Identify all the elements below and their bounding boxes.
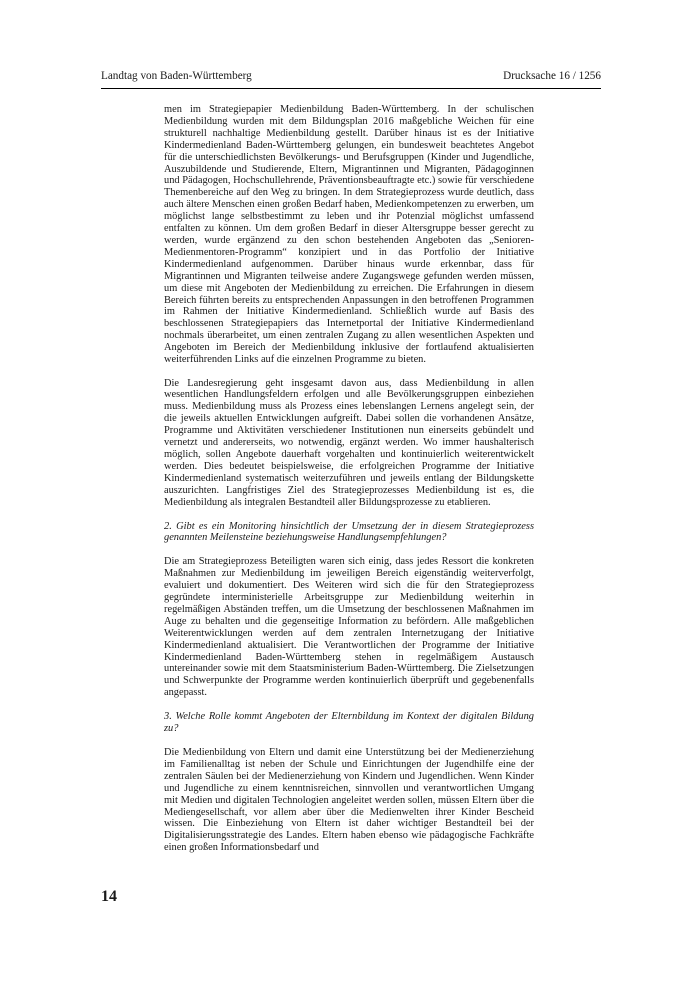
paragraph-government-view: Die Landesregierung geht insgesamt davon aus, dass Medienbildung in allen wesentlichen Handlungsfeldern erfolgen und alle Bevölkerungsgruppen einbeziehen muss. Medienbildung muss als Prozess eines lebenslangen Lernens angelegt sein, der die jeweils aktuellen Entwicklungen aufgreift. Dabei sollen die vorhandenen Ansätze, Programme und Aktivitäten verschiedener Institutionen nun einerseits gebündelt und vernetzt und andererseits, wo notwendig, ergänzt werden. Wo immer haushalterisch möglich, sollen Angebote dauerhaft vorgehalten und kontinuierlich weiterentwickelt werden. Dies bedeutet beispielsweise, die erfolgreichen Programme der Initiative Kindermedienland systematisch weiterzuführen und jeweils entlang der Bildungskette auszurichten. Langfristiges Ziel des Strategieprozesses Medienbildung ist es, die Medienbildung als integralen Bestandteil aller Bildungsprozesse zu etablieren. xyxy=(164,377,534,508)
body-text xyxy=(164,104,534,854)
paragraph-parent-education-answer: Die Medienbildung von Eltern und damit eine Unterstützung bei der Medienerziehung im Familienalltag ist neben der Schule und Einrichtungen der Jugendhilfe eine der zentralen Säulen bei der Medienerziehung von Kindern und Jugendlichen. Wenn Kinder und Jugendliche zu einem kenntnisreichen, sinnvollen und verantwortlichen Umgang mit Medien und digitalen Technologien angeleitet werden sollen, müssen Eltern über die Mediengesellschaft, vor allem aber über die Medienwelten ihrer Kinder Bescheid wissen. Die Einbeziehung von Eltern ist daher wichtiger Bestandteil bei der Digitalisierungsstrategie des Landes. Eltern haben ebenso wie pädagogische Fachkräfte einen großen Informationsbedarf und xyxy=(164,747,534,854)
page-header xyxy=(101,68,601,84)
question-2-heading: 2. Gibt es ein Monitoring hinsichtlich der Umsetzung der in diesem Strategieprozess genannten Meilensteine beziehungsweise Handlungsempfehlungen? xyxy=(164,520,534,544)
question-3-heading: 3. Welche Rolle kommt Angeboten der Elternbildung im Kontext der digitalen Bildung zu? xyxy=(164,711,534,735)
header-document-number: Drucksache 16 / 1256 xyxy=(503,70,601,82)
paragraph-strategy-results: men im Strategiepapier Medienbildung Baden-Württemberg. In der schulischen Medienbildung wurden mit dem Bildungsplan 2016 maßgebliche Weichen für eine strukturell nachhaltige Medienbildung gestellt. Darüber hinaus ist es der Initiative Kindermedienland Baden-Württemberg gelungen, ein bundesweit beachtetes Angebot für die unterschiedlichsten Bevölkerungs- und Berufsgruppen (Kinder und Jugendliche, Auszubildende und Studierende, Eltern, Migrantinnen und Migranten, Pädagoginnen und Pädagogen, Hochschullehrende, Präventionsbeauftragte etc.) sowie für verschiedene Themenbereiche auf den Weg zu bringen. In dem Strategieprozess wurde deutlich, dass auch ältere Menschen einen großen Bedarf haben, Medienkompetenzen zu erwerben, um möglichst lange selbstbestimmt zu leben und ihr Potenzial möglichst umfassend entfalten zu können. Um dem großen Bedarf in dieser Altersgruppe besser gerecht zu werden, wurde ergänzend zu den schon bestehenden Angeboten das „Senioren-Medienmentoren-Programm“ konzipiert und in das Portfolio der Initiative Kindermedienland aufgenommen. Darüber hinaus wurde erkennbar, dass für Migrantinnen und Migranten teilweise andere Zugangswege gefunden werden müssen, um diese mit Angeboten der Medienbildung zu erreichen. Die Erfahrungen in diesem Bereich führten bereits zu entsprechenden Anpassungen in den betroffenen Programmen im Rahmen der Initiative Kindermedienland. Schließlich wurde auf Basis des beschlossenen Strategiepapiers das Internetportal der Initiative Kindermedienland nochmals überarbeitet, um einen zentralen Zugang zu allen wesentlichen Aspekten und Angeboten im Bereich der Medienbildung inklusive der fortlaufend aktualisierten weiterführenden Links auf die einzelnen Programme zu bieten. xyxy=(164,104,534,366)
paragraph-monitoring-answer: Die am Strategieprozess Beteiligten waren sich einig, dass jedes Ressort die konkreten Maßnahmen zur Medienbildung im jeweiligen Bereich eigenständig weiterverfolgt, evaluiert und dokumentiert. Des Weiteren wird sich die für den Strategieprozess gegründete interministerielle Arbeitsgruppe zur Medienbildung weiterhin in regelmäßigen Abständen treffen, um die Umsetzung der beschlossenen Maßnahmen im Auge zu behalten und die gegenseitige Information zu befördern. Alle maßgeblichen Weiterentwicklungen werden auf dem zentralen Internetzugang der Initiative Kindermedienland aktualisiert. Die Verantwortlichen der Programme der Initiative Kindermedienland Baden-Württemberg stehen in regelmäßigem Austausch untereinander sowie mit dem Staatsministerium Baden-Württemberg. Die Zielsetzungen und Schwerpunkte der Programme werden kontinuierlich überprüft und gegebenenfalls angepasst. xyxy=(164,556,534,699)
page-number: 14 xyxy=(101,888,117,905)
header-publisher: Landtag von Baden-Württemberg xyxy=(101,70,252,82)
header-divider xyxy=(101,88,601,89)
